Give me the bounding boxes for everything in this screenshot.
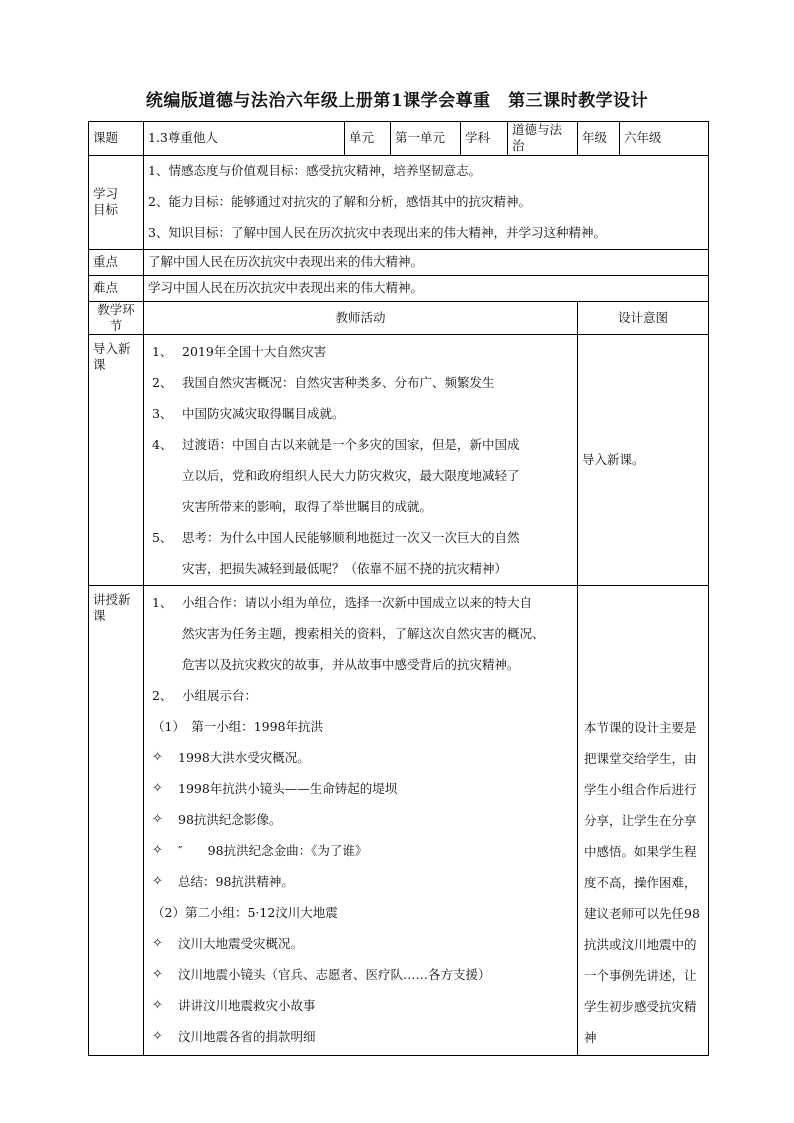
item-text: 讲讲汶川地震救灾小故事 xyxy=(178,998,316,1014)
item-number: 3、 xyxy=(152,406,173,422)
diamond-bullet-icon: ✧ xyxy=(152,874,163,890)
item-number: 5、 xyxy=(152,530,173,546)
intro-intent: 导入新课。 xyxy=(578,335,709,586)
list-item xyxy=(152,650,573,681)
item-number: 2、 xyxy=(152,375,173,391)
stage-header: 教学环节 xyxy=(89,301,144,335)
list-item xyxy=(152,805,573,836)
list-item xyxy=(152,681,573,712)
item-text: 小组展示台： xyxy=(182,688,258,704)
item-number: 1、 xyxy=(152,595,173,611)
activity-header: 教师活动 xyxy=(144,301,578,335)
item-text: 1998大洪水受灾概况。 xyxy=(178,750,310,766)
diamond-bullet-icon: ✧ xyxy=(152,967,163,983)
intro-activity xyxy=(144,335,578,586)
item-text: 汶川大地震受灾概况。 xyxy=(178,936,304,952)
list-item xyxy=(152,619,573,650)
diamond-bullet-icon: ✧ xyxy=(152,843,163,859)
list-item xyxy=(152,1022,573,1053)
item-text: 98抗洪纪念影像。 xyxy=(178,812,282,828)
item-text: 灾害所带来的影响，取得了举世瞩目的成就。 xyxy=(182,499,433,515)
course-value: 1.3尊重他人 xyxy=(144,122,345,156)
item-text: 汶川地震各省的捐款明细 xyxy=(178,1029,316,1045)
item-number: 2、 xyxy=(152,688,173,704)
item-number: 1、 xyxy=(152,344,173,360)
key-point-label: 重点 xyxy=(89,249,144,275)
goals-label xyxy=(89,155,144,249)
list-item xyxy=(152,554,573,585)
list-item xyxy=(152,929,573,960)
item-text: 危害以及抗灾救灾的故事，并从故事中感受背后的抗灾精神。 xyxy=(182,657,520,673)
diamond-bullet-icon: ✧ xyxy=(152,998,163,1014)
goal-item: 3、知识目标：了解中国人民在历次抗灾中表现出来的伟大精神，并学习这种精神。 xyxy=(148,224,606,240)
goals-row xyxy=(89,155,709,249)
group-heading: （1） 第一小组：1998年抗洪 xyxy=(152,719,324,735)
diamond-bullet-icon: ✧ xyxy=(152,812,163,828)
teach-activity xyxy=(144,586,578,1056)
item-text: ″ 98抗洪纪念金曲：《为了谁》 xyxy=(178,843,368,859)
goals-label-line-1: 学习 xyxy=(93,185,119,201)
difficulty-row xyxy=(89,275,709,301)
subject-label: 学科 xyxy=(461,122,508,156)
list-item xyxy=(152,492,573,523)
intent-header: 设计意图 xyxy=(578,301,709,335)
unit-value: 第一单元 xyxy=(391,122,461,156)
item-text: 2019年全国十大自然灾害 xyxy=(182,344,327,360)
diamond-bullet-icon: ✧ xyxy=(152,750,163,766)
subject-value: 道德与法治 xyxy=(508,122,578,156)
list-item xyxy=(152,960,573,991)
key-point-row xyxy=(89,249,709,275)
item-text: 思考：为什么中国人民能够顺利地挺过一次又一次巨大的自然 xyxy=(182,530,520,546)
item-text: 灾害，把损失减轻到最低呢？（依靠不屈不挠的抗灾精神） xyxy=(182,561,508,577)
list-item xyxy=(152,774,573,805)
list-item xyxy=(152,991,573,1022)
intro-stage: 导入新课 xyxy=(89,335,144,586)
list-item xyxy=(152,461,573,492)
grade-label: 年级 xyxy=(578,122,620,156)
list-item xyxy=(152,337,573,368)
column-header-row xyxy=(89,301,709,335)
list-item xyxy=(152,523,573,554)
group-heading: （2）第二小组：5·12汶川大地震 xyxy=(152,905,338,921)
list-item xyxy=(152,399,573,430)
diamond-bullet-icon: ✧ xyxy=(152,936,163,952)
item-text: 中国防灾减灾取得瞩目成就。 xyxy=(182,406,345,422)
goals-label-line-2: 目标 xyxy=(93,202,119,217)
diamond-bullet-icon: ✧ xyxy=(152,781,163,797)
goals-content xyxy=(144,155,709,249)
diamond-bullet-icon: ✧ xyxy=(152,1029,163,1045)
page-title: 统编版道德与法治六年级上册第1课学会尊重 第三课时教学设计 xyxy=(145,91,649,111)
list-item xyxy=(152,836,573,867)
intro-row xyxy=(89,335,709,586)
goal-item: 1、情感态度与价值观目标：感受抗灾精神，培养坚韧意志。 xyxy=(148,162,481,178)
item-text: 小组合作：请以小组为单位，选择一次新中国成立以来的特大自 xyxy=(182,595,533,611)
difficulty-text: 学习中国人民在历次抗灾中表现出来的伟大精神。 xyxy=(144,275,709,301)
item-text: 立以后，党和政府组织人民大力防灾救灾，最大限度地减轻了 xyxy=(182,468,520,484)
difficulty-label: 难点 xyxy=(89,275,144,301)
unit-label: 单元 xyxy=(345,122,391,156)
info-row xyxy=(89,122,709,156)
list-item xyxy=(152,430,573,461)
course-label: 课题 xyxy=(89,122,144,156)
key-point-text: 了解中国人民在历次抗灾中表现出来的伟大精神。 xyxy=(144,249,709,275)
lesson-plan-table xyxy=(88,121,709,1056)
list-item xyxy=(152,743,573,774)
list-item xyxy=(152,867,573,898)
list-item xyxy=(152,588,573,619)
item-text: 过渡语：中国自古以来就是一个多灾的国家，但是，新中国成 xyxy=(182,437,520,453)
item-text: 总结：98抗洪精神。 xyxy=(178,874,294,890)
grade-value: 六年级 xyxy=(620,122,709,156)
item-text: 1998年抗洪小镜头——生命铸起的堤坝 xyxy=(178,781,398,797)
teach-row xyxy=(89,586,709,1056)
list-item xyxy=(152,368,573,399)
design-intent-text: 本节课的设计主要是把课堂交给学生，由学生小组合作后进行分享，让学生在分享中感悟。如果学生程度不高，操作困难，建议老师可以先任98抗洪或汶川地震中的一个事例先讲述，让学生初步感受抗灾精神 xyxy=(584,720,700,1045)
item-text: 然灾害为任务主题，搜索相关的资料，了解这次自然灾害的概况、 xyxy=(182,626,545,642)
item-text: 我国自然灾害概况：自然灾害种类多、分布广、频繁发生 xyxy=(182,375,495,391)
teach-stage: 讲授新课 xyxy=(89,586,144,1056)
teach-intent xyxy=(578,586,709,1056)
item-text: 汶川地震小镜头（官兵、志愿者、医疗队……各方支援） xyxy=(178,967,491,983)
goal-item: 2、能力目标：能够通过对抗灾的了解和分析，感悟其中的抗灾精神。 xyxy=(148,193,531,209)
item-number: 4、 xyxy=(152,437,173,453)
